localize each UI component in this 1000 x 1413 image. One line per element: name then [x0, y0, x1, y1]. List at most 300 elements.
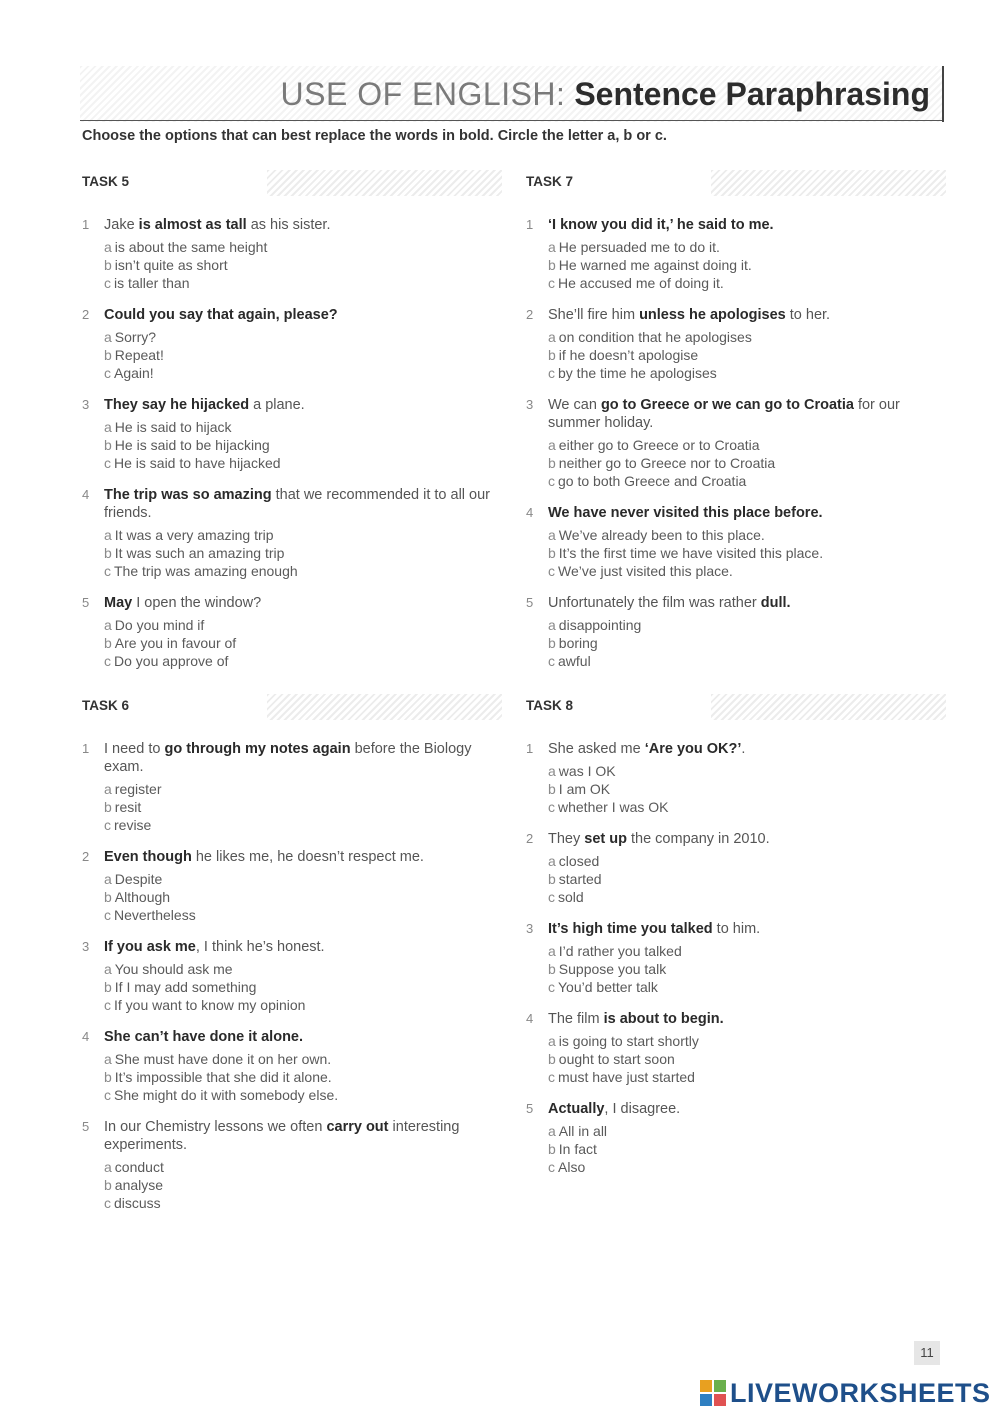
question	[526, 920, 946, 996]
answer-option[interactable]	[548, 256, 946, 274]
answer-option[interactable]	[548, 1050, 946, 1068]
option-letter[interactable]: b	[548, 545, 556, 561]
option-letter[interactable]: a	[548, 329, 556, 345]
question-text	[548, 740, 946, 758]
option-letter[interactable]: c	[104, 365, 111, 381]
answer-option[interactable]	[548, 526, 946, 544]
option-text: by the time he apologises	[558, 365, 717, 381]
bold-phrase: is about to begin.	[603, 1011, 724, 1027]
option-text: We’ve already been to this place.	[558, 527, 765, 543]
option-letter[interactable]: a	[104, 617, 112, 633]
option-letter[interactable]: c	[548, 473, 555, 489]
option-text: awful	[558, 653, 591, 669]
task-block	[82, 692, 502, 1212]
task-header-hatch	[711, 170, 946, 196]
question-number: 4	[526, 505, 534, 520]
question	[526, 306, 946, 382]
answer-option[interactable]	[104, 418, 502, 436]
option-letter[interactable]: b	[104, 1177, 112, 1193]
question-text	[548, 504, 946, 522]
question-text-segment: he likes me, he doesn’t respect me.	[191, 849, 424, 865]
bold-phrase: She can’t have done it alone.	[104, 1029, 304, 1045]
question-text	[104, 486, 502, 522]
footer-logo[interactable]	[700, 1378, 991, 1408]
answer-option[interactable]	[104, 544, 502, 562]
question-text	[104, 306, 502, 324]
option-letter[interactable]: a	[548, 527, 556, 543]
task-title: TASK 5	[82, 174, 130, 189]
option-letter[interactable]: a	[104, 961, 112, 977]
option-letter[interactable]: a	[548, 1123, 556, 1139]
question	[82, 848, 502, 924]
question-text-segment: Jake	[104, 217, 139, 233]
option-letter[interactable]: a	[548, 853, 556, 869]
answer-option[interactable]	[104, 816, 502, 834]
answer-options	[104, 616, 502, 670]
option-text: if he doesn’t apologise	[558, 347, 699, 363]
answer-option[interactable]	[104, 274, 502, 292]
question-number: 1	[526, 741, 534, 756]
option-text: It was a very amazing trip	[114, 527, 274, 543]
option-text: Suppose you talk	[558, 961, 667, 977]
header-rule	[80, 120, 942, 121]
question-text	[548, 216, 946, 234]
answer-option[interactable]	[548, 1122, 946, 1140]
option-text: All in all	[558, 1123, 608, 1139]
option-letter[interactable]: b	[548, 635, 556, 651]
answer-option[interactable]	[104, 1176, 502, 1194]
option-letter[interactable]: b	[548, 781, 556, 797]
question-text	[104, 396, 502, 414]
option-text: register	[114, 781, 162, 797]
page-title	[281, 74, 930, 114]
answer-options	[104, 238, 502, 292]
question	[526, 1100, 946, 1176]
option-text: He is said to have hijacked	[114, 455, 281, 471]
option-text: ought to start soon	[558, 1051, 675, 1067]
question-text-segment: before the Biology exam.	[104, 741, 472, 775]
option-text: I am OK	[558, 781, 611, 797]
question	[82, 486, 502, 580]
option-text: You should ask me	[114, 961, 233, 977]
bold-phrase: ‘I know you did it,’ he said to me.	[548, 217, 774, 233]
option-text: is taller than	[114, 275, 190, 291]
option-text: resit	[114, 799, 142, 815]
task-block	[526, 168, 946, 670]
bold-phrase: If you ask me	[104, 939, 196, 955]
question-text	[548, 594, 946, 612]
option-text: Again!	[114, 365, 154, 381]
question-text-segment: In our Chemistry lessons we often	[104, 1119, 327, 1135]
bold-phrase: go to Greece or we can go to Croatia	[600, 397, 854, 413]
answer-option[interactable]	[548, 436, 946, 454]
answer-options	[104, 1050, 502, 1104]
answer-option[interactable]	[548, 1068, 946, 1086]
option-text: is about the same height	[114, 239, 268, 255]
option-text: He is said to be hijacking	[114, 437, 270, 453]
option-text: It’s impossible that she did it alone.	[114, 1069, 332, 1085]
task-header	[526, 692, 946, 722]
bold-phrase: Could you say that again, please?	[104, 307, 338, 323]
task-header	[82, 168, 502, 198]
footer-logo-text: LIVEWORKSHEETS	[730, 1378, 991, 1408]
answer-option[interactable]	[548, 544, 946, 562]
option-letter[interactable]: a	[104, 419, 112, 435]
option-letter[interactable]: c	[548, 365, 555, 381]
option-letter[interactable]: c	[548, 1159, 555, 1175]
answer-option[interactable]	[548, 346, 946, 364]
answer-option[interactable]	[548, 960, 946, 978]
bold-phrase: dull.	[760, 595, 791, 611]
question	[82, 740, 502, 834]
question	[82, 1118, 502, 1212]
answer-option[interactable]	[104, 1194, 502, 1212]
task-title: TASK 7	[526, 174, 574, 189]
answer-option[interactable]	[104, 996, 502, 1014]
question-number: 5	[526, 1101, 534, 1116]
question-text-segment: She asked me	[548, 741, 645, 757]
question	[82, 396, 502, 472]
option-letter[interactable]: c	[104, 563, 111, 579]
logo-square-2	[714, 1380, 726, 1392]
left-column	[82, 168, 502, 1226]
option-letter[interactable]: a	[548, 437, 556, 453]
question-text	[104, 216, 502, 234]
task-header	[82, 692, 502, 722]
option-letter[interactable]: c	[104, 1195, 111, 1211]
question-number: 2	[526, 307, 534, 322]
logo-square-3	[700, 1394, 712, 1406]
answer-options	[548, 852, 946, 906]
question-number: 5	[82, 595, 90, 610]
option-letter[interactable]: b	[104, 437, 112, 453]
answer-option[interactable]	[104, 616, 502, 634]
question-text-segment: , I think he’s honest.	[195, 939, 325, 955]
question-text	[548, 1100, 946, 1118]
bold-phrase: unless he apologises	[639, 307, 786, 323]
option-letter[interactable]: a	[104, 527, 112, 543]
answer-options	[548, 1032, 946, 1086]
question-text-segment: I need to	[104, 741, 165, 757]
answer-option[interactable]	[548, 942, 946, 960]
answer-options	[104, 960, 502, 1014]
task-header-hatch	[267, 694, 502, 720]
bold-phrase: set up	[584, 831, 627, 847]
answer-option[interactable]	[104, 978, 502, 996]
answer-option[interactable]	[548, 616, 946, 634]
question-text-segment: to him.	[712, 921, 761, 937]
question	[526, 396, 946, 490]
option-letter[interactable]: a	[104, 239, 112, 255]
option-letter[interactable]: b	[104, 799, 112, 815]
option-letter[interactable]: a	[104, 871, 112, 887]
option-letter[interactable]: a	[104, 1159, 112, 1175]
option-text: If you want to know my opinion	[114, 997, 306, 1013]
answer-option[interactable]	[548, 1032, 946, 1050]
page-number: 11	[914, 1341, 940, 1365]
option-text: He persuaded me to do it.	[558, 239, 720, 255]
question	[82, 306, 502, 382]
question-number: 2	[526, 831, 534, 846]
question-text	[104, 938, 502, 956]
option-text: sold	[558, 889, 584, 905]
option-text: Although	[114, 889, 171, 905]
option-letter[interactable]: a	[548, 943, 556, 959]
task-header	[526, 168, 946, 198]
option-letter[interactable]: c	[104, 653, 111, 669]
question-number: 3	[82, 397, 90, 412]
question-text	[104, 594, 502, 612]
bold-phrase: We have never visited this place before.	[548, 505, 823, 521]
question-number: 1	[82, 741, 90, 756]
option-text: You’d better talk	[558, 979, 658, 995]
option-letter[interactable]: b	[548, 347, 556, 363]
answer-option[interactable]	[548, 798, 946, 816]
bold-phrase: Actually	[548, 1101, 605, 1117]
answer-option[interactable]	[548, 852, 946, 870]
option-letter[interactable]: b	[548, 961, 556, 977]
answer-options	[548, 762, 946, 816]
option-text: Do you approve of	[114, 653, 229, 669]
answer-option[interactable]	[104, 634, 502, 652]
option-letter[interactable]: c	[104, 997, 111, 1013]
option-letter[interactable]: c	[104, 275, 111, 291]
option-text: It was such an amazing trip	[114, 545, 285, 561]
option-letter[interactable]: b	[104, 635, 112, 651]
answer-option[interactable]	[548, 454, 946, 472]
option-text: is going to start shortly	[558, 1033, 699, 1049]
option-text: He accused me of doing it.	[558, 275, 724, 291]
task-header-hatch	[711, 694, 946, 720]
question-number: 5	[82, 1119, 90, 1134]
option-letter[interactable]: c	[104, 455, 111, 471]
question-number: 2	[82, 849, 90, 864]
question-number: 4	[82, 487, 90, 502]
answer-option[interactable]	[104, 436, 502, 454]
option-letter[interactable]: c	[104, 817, 111, 833]
task-block	[526, 692, 946, 1176]
option-text: boring	[558, 635, 598, 651]
option-text: It’s the first time we have visited this place.	[558, 545, 824, 561]
answer-options	[548, 526, 946, 580]
question-text	[104, 1118, 502, 1154]
answer-options	[104, 1158, 502, 1212]
option-text: Also	[558, 1159, 586, 1175]
answer-option[interactable]	[104, 364, 502, 382]
answer-option[interactable]	[104, 798, 502, 816]
option-letter[interactable]: b	[548, 455, 556, 471]
option-text: isn’t quite as short	[114, 257, 228, 273]
answer-option[interactable]	[104, 906, 502, 924]
bold-phrase: is almost as tall	[138, 217, 247, 233]
option-letter[interactable]: b	[548, 1051, 556, 1067]
option-letter[interactable]: c	[548, 1069, 555, 1085]
answer-option[interactable]	[104, 562, 502, 580]
answer-option[interactable]	[548, 238, 946, 256]
option-text: Nevertheless	[114, 907, 196, 923]
option-letter[interactable]: a	[548, 763, 556, 779]
option-letter[interactable]: c	[548, 889, 555, 905]
option-text: If I may add something	[114, 979, 257, 995]
option-text: I’d rather you talked	[558, 943, 682, 959]
option-letter[interactable]: b	[104, 979, 112, 995]
answer-options	[548, 238, 946, 292]
option-text: The trip was amazing enough	[114, 563, 298, 579]
answer-options	[104, 870, 502, 924]
question-text-segment: .	[741, 741, 746, 757]
answer-option[interactable]	[548, 762, 946, 780]
question-text-segment: I open the window?	[132, 595, 262, 611]
option-letter[interactable]: c	[548, 275, 555, 291]
option-text: Despite	[114, 871, 163, 887]
answer-option[interactable]	[104, 526, 502, 544]
bold-phrase: ‘Are you OK?’	[644, 741, 742, 757]
answer-option[interactable]	[548, 1140, 946, 1158]
question	[526, 594, 946, 670]
option-text: In fact	[558, 1141, 597, 1157]
option-letter[interactable]: a	[548, 1033, 556, 1049]
header-rule-vertical	[942, 66, 944, 122]
question-text-segment: , I disagree.	[604, 1101, 681, 1117]
question-number: 2	[82, 307, 90, 322]
logo-square-1	[700, 1380, 712, 1392]
option-letter[interactable]: c	[548, 563, 555, 579]
question-text	[104, 1028, 502, 1046]
answer-options	[104, 526, 502, 580]
answer-option[interactable]	[548, 888, 946, 906]
answer-option[interactable]	[104, 780, 502, 798]
option-text: whether I was OK	[558, 799, 669, 815]
answer-option[interactable]	[104, 1050, 502, 1068]
option-letter[interactable]: b	[104, 889, 112, 905]
option-text: disappointing	[558, 617, 642, 633]
question-text-segment: a plane.	[249, 397, 305, 413]
option-letter[interactable]: c	[548, 653, 555, 669]
option-letter[interactable]: c	[548, 979, 555, 995]
option-letter[interactable]: b	[104, 347, 112, 363]
logo-square-4	[714, 1394, 726, 1406]
question	[526, 740, 946, 816]
option-text: neither go to Greece nor to Croatia	[558, 455, 776, 471]
answer-option[interactable]	[104, 1086, 502, 1104]
answer-option[interactable]	[548, 562, 946, 580]
question-text-segment: as his sister.	[246, 217, 331, 233]
question-text-segment: that we recommended it to all our friends.	[104, 487, 491, 521]
answer-options	[548, 616, 946, 670]
option-text: discuss	[114, 1195, 161, 1211]
question	[526, 1010, 946, 1086]
answer-option[interactable]	[104, 960, 502, 978]
answer-option[interactable]	[104, 888, 502, 906]
answer-option[interactable]	[104, 238, 502, 256]
question-number: 4	[526, 1011, 534, 1026]
answer-options	[548, 328, 946, 382]
question-text-segment: the company in 2010.	[626, 831, 770, 847]
bold-phrase: It’s high time you talked	[548, 921, 713, 937]
option-text: She might do it with somebody else.	[114, 1087, 339, 1103]
answer-option[interactable]	[548, 780, 946, 798]
option-text: We’ve just visited this place.	[558, 563, 733, 579]
bold-phrase: May	[104, 595, 133, 611]
question-number: 1	[82, 217, 90, 232]
option-text: on condition that he apologises	[558, 329, 752, 345]
question-number: 3	[526, 921, 534, 936]
question	[526, 830, 946, 906]
task-title: TASK 6	[82, 698, 130, 713]
answer-option[interactable]	[548, 472, 946, 490]
answer-options	[548, 436, 946, 490]
answer-options	[548, 942, 946, 996]
answer-option[interactable]	[548, 274, 946, 292]
option-letter[interactable]: b	[548, 257, 556, 273]
answer-option[interactable]	[104, 328, 502, 346]
bold-phrase: Even though	[104, 849, 192, 865]
answer-option[interactable]	[548, 870, 946, 888]
question-number: 3	[82, 939, 90, 954]
page-title-main: Sentence Paraphrasing	[574, 76, 930, 112]
answer-option[interactable]	[104, 346, 502, 364]
option-text: started	[558, 871, 602, 887]
question-text	[548, 396, 946, 432]
answer-option[interactable]	[104, 1158, 502, 1176]
answer-option[interactable]	[104, 652, 502, 670]
option-text: She must have done it on her own.	[114, 1051, 332, 1067]
answer-option[interactable]	[104, 870, 502, 888]
answer-option[interactable]	[548, 652, 946, 670]
answer-option[interactable]	[548, 634, 946, 652]
option-letter[interactable]: a	[548, 239, 556, 255]
option-text: was I OK	[558, 763, 616, 779]
answer-option[interactable]	[104, 454, 502, 472]
option-letter[interactable]: b	[104, 545, 112, 561]
option-letter[interactable]: b	[548, 1141, 556, 1157]
answer-option[interactable]	[548, 978, 946, 996]
page-title-prefix: USE OF ENGLISH:	[280, 76, 566, 112]
option-text: Do you mind if	[114, 617, 205, 633]
option-text: He warned me against doing it.	[558, 257, 752, 273]
option-text: go to both Greece and Croatia	[558, 473, 747, 489]
answer-option[interactable]	[104, 1068, 502, 1086]
question-number: 3	[526, 397, 534, 412]
bold-phrase: go through my notes again	[164, 741, 351, 757]
option-letter[interactable]: b	[104, 257, 112, 273]
answer-option[interactable]	[548, 328, 946, 346]
option-text: closed	[558, 853, 600, 869]
answer-option[interactable]	[548, 364, 946, 382]
option-letter[interactable]: c	[104, 907, 111, 923]
question-text-segment: The film	[548, 1011, 604, 1027]
option-letter[interactable]: c	[104, 1087, 111, 1103]
option-text: He is said to hijack	[114, 419, 232, 435]
option-letter[interactable]: b	[548, 871, 556, 887]
answer-option[interactable]	[104, 256, 502, 274]
question-text	[104, 740, 502, 776]
question-number: 1	[526, 217, 534, 232]
question-number: 4	[82, 1029, 90, 1044]
task-header-hatch	[267, 170, 502, 196]
option-text: Sorry?	[114, 329, 157, 345]
option-letter[interactable]: c	[548, 799, 555, 815]
question-text	[548, 920, 946, 938]
option-letter[interactable]: a	[104, 329, 112, 345]
option-letter[interactable]: a	[104, 1051, 112, 1067]
option-letter[interactable]: a	[548, 617, 556, 633]
right-column	[526, 168, 946, 1190]
answer-option[interactable]	[548, 1158, 946, 1176]
option-letter[interactable]: a	[104, 781, 112, 797]
question-text	[548, 306, 946, 324]
option-letter[interactable]: b	[104, 1069, 112, 1085]
